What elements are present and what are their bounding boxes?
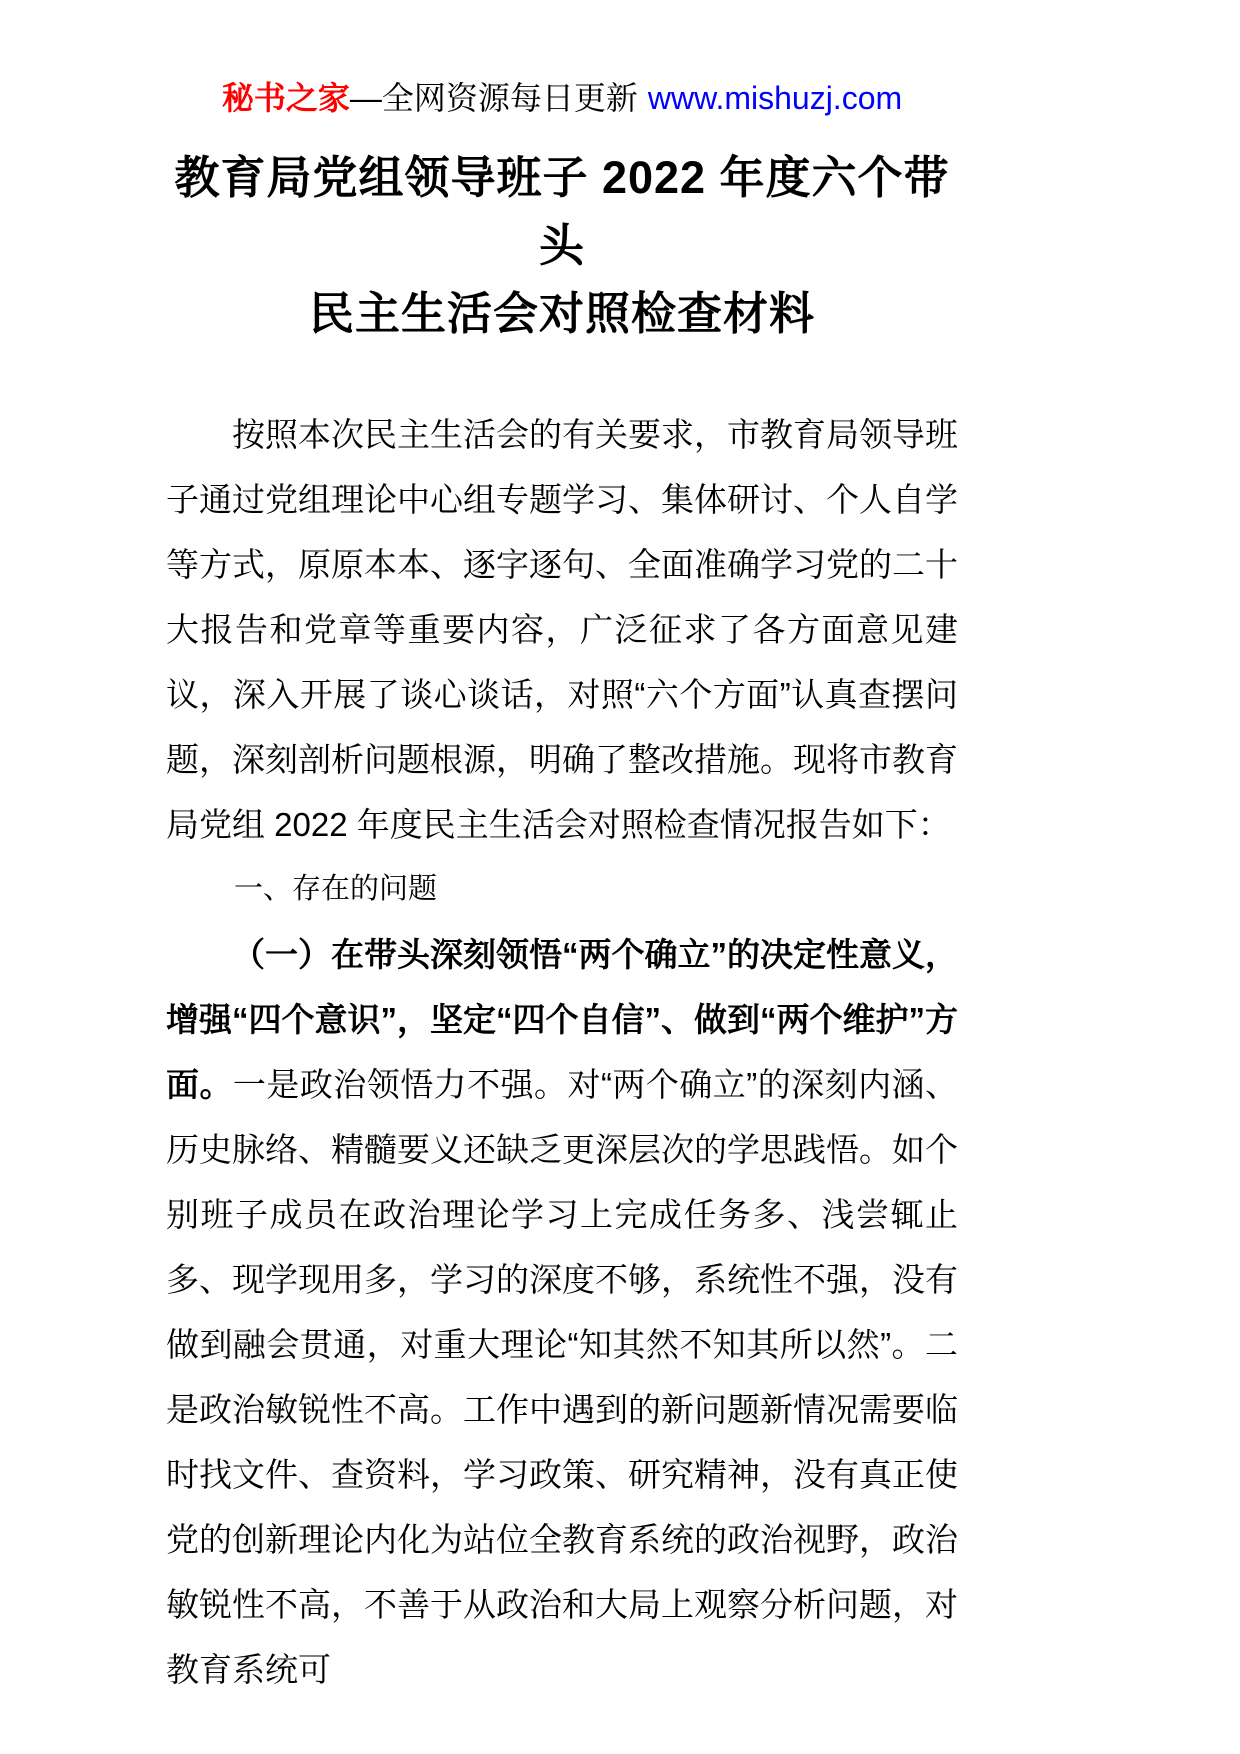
- section-heading-problems: 一、存在的问题: [234, 873, 438, 905]
- site-url-link[interactable]: www.mishuzj.com: [647, 80, 903, 116]
- intro-paragraph: 按照本次民主生活会的有关要求，市教育局领导班子通过党组理论中心组专题学习、集体研讨、个人自学等方式，原原本本、逐字逐句、全面准确学习党的二十大报告和党章等重要内容，广泛征求了各方面意见建议，深入开展了谈心谈话，对照“六个方面”认真查摆问题，深刻剖析问题根源，明确了整改措施。现将市教育局党组 2022 年度民主生活会对照检查情况报告如下：: [166, 416, 958, 843]
- document-body: [166, 402, 958, 1702]
- site-header: [166, 0, 958, 118]
- problem-one-paragraph: [166, 922, 958, 1702]
- brand-name: 秘书之家: [221, 80, 350, 116]
- title-line-1: 教育局党组领导班子 2022 年度六个带头: [174, 152, 950, 271]
- title-line-2: 民主生活会对照检查材料: [308, 288, 815, 339]
- problem-one-bold-lead: （一）在带头深刻领悟“两个确立”的决定性意义，增强“四个意识”，坚定“四个自信”、做到“两个维护”方面。: [166, 936, 958, 1103]
- document-title: [166, 144, 958, 348]
- header-tagline: —全网资源每日更新: [349, 80, 638, 116]
- problem-one-body-text: 一是政治领悟力不强。对“两个确立”的深刻内涵、历史脉络、精髓要义还缺乏更深层次的学思践悟。如个别班子成员在政治理论学习上完成任务多、浅尝辄止多、现学现用多，学习的深度不够，系统性不强，没有做到融会贯通，对重大理论“知其然不知其所以然”。二是政治敏锐性不高。工作中遇到的新问题新情况需要临时找文件、查资料，学习政策、研究精神，没有真正使党的创新理论内化为站位全教育系统的政治视野，政治敏锐性不高，不善于从政治和大局上观察分析问题，对教育系统可: [166, 1066, 958, 1688]
